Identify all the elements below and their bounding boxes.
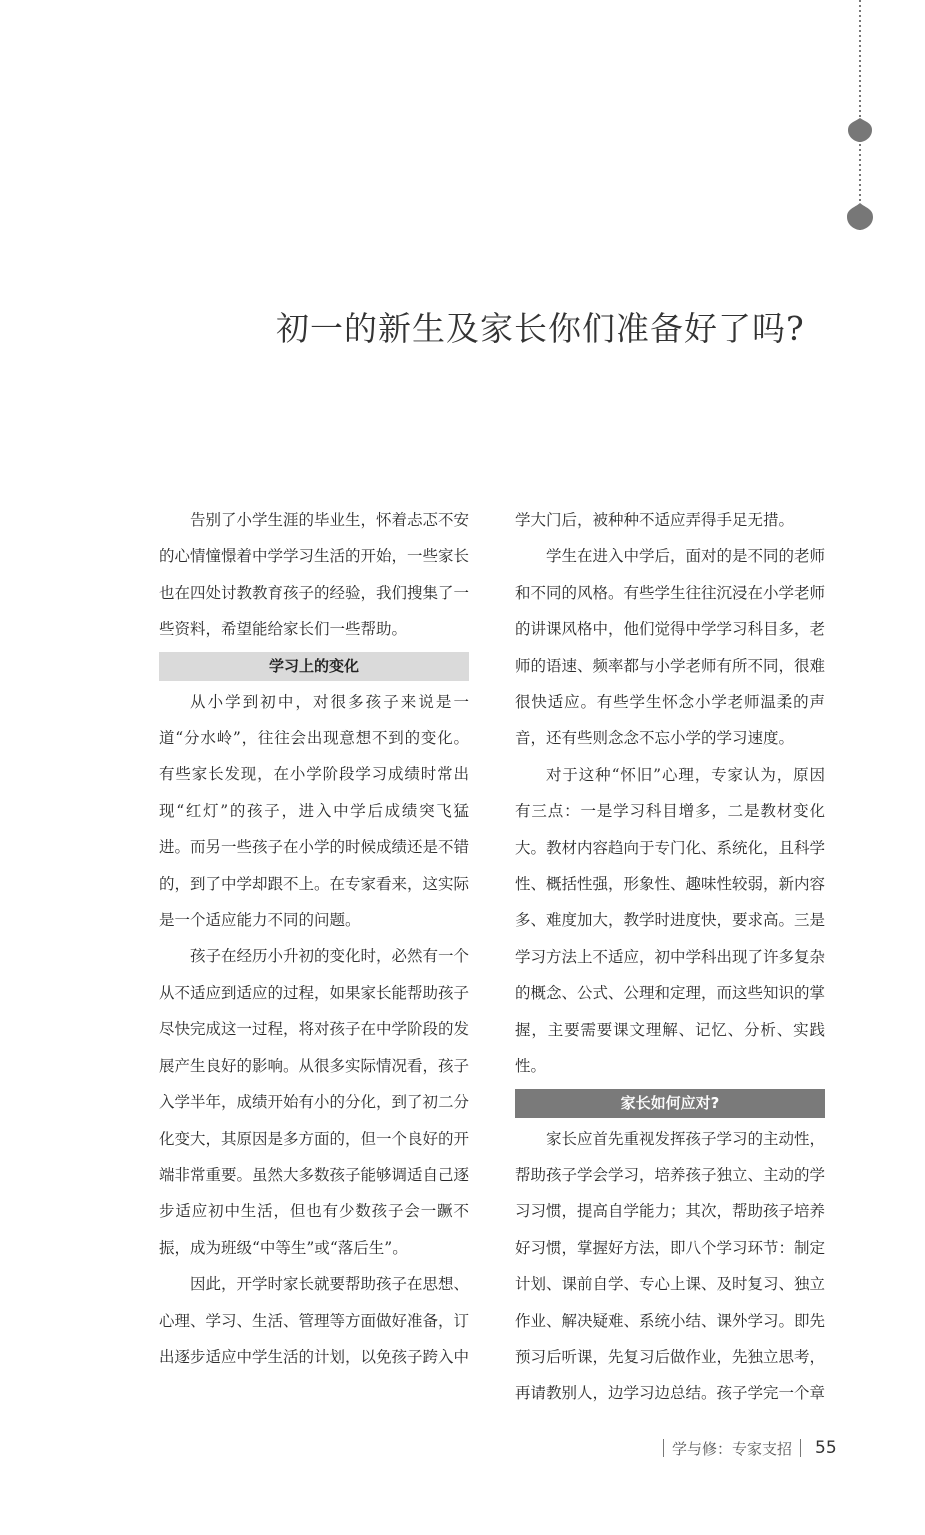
heart-icon bbox=[848, 118, 872, 142]
article-title: 初一的新生及家长你们准备好了吗? bbox=[276, 309, 805, 348]
continued-paragraph: 学大门后，被种种不适应弄得手足无措。 bbox=[515, 511, 795, 529]
paragraph: 孩子在经历小升初的变化时，必然有一个从不适应到适应的过程，如果家长能帮助孩子尽快完成这一过程，将对孩子在中学阶段的发展产生良好的影响。从很多实际情况看，孩子入学半年，成绩开始有小的分化，到了初二分化变大，其原因是多方面的，但一个良好的开端非常重要。虽然大多数孩子能够调适自己逐步适应初中生活，但也有少数孩子会一蹶不振，成为班级“中等生”或“落后生”。 bbox=[159, 947, 470, 1257]
page-footer bbox=[655, 1436, 837, 1460]
decorative-hearts bbox=[846, 0, 874, 240]
paragraph: 从小学到初中，对很多孩子来说是一道“分水岭”，往往会出现意想不到的变化。有些家长发现，在小学阶段学习成绩时常出现“红灯”的孩子，进入中学后成绩突飞猛进。而另一些孩子在小学的时候成绩还是不错的，到了中学却跟不上。在专家看来，这实际是一个适应能力不同的问题。 bbox=[159, 692, 470, 930]
paragraph: 因此，开学时家长就要帮助孩子在思想、心理、学习、生活、管理等方面做好准备，订出逐步适应中学生活的计划，以免孩子跨入中 bbox=[159, 1275, 470, 1366]
intro-paragraph: 告别了小学生涯的毕业生，怀着忐忑不安的心情憧憬着中学学习生活的开始，一些家长也在四处讨教教育孩子的经验，我们搜集了一些资料，希望能给家长们一些帮助。 bbox=[159, 511, 470, 639]
right-column bbox=[515, 502, 825, 1412]
paragraph: 学生在进入中学后，面对的是不同的老师和不同的风格。有些学生往往沉浸在小学老师的讲课风格中，他们觉得中学学习科目多，老师的语速、频率都与小学老师有所不同，很难很快适应。有些学生怀念小学老师温柔的声音，还有些则念念不忘小学的学习速度。 bbox=[515, 547, 826, 748]
paragraph: 家长应首先重视发挥孩子学习的主动性，帮助孩子学会学习，培养孩子独立、主动的学习习惯，提高自学能力；其次，帮助孩子培养好习惯，掌握好方法，即八个学习环节：制定计划、课前自学、专心上课、及时复习、独立作业、解决疑难、系统小结、课外学习。即先预习后听课，先复习后做作业，先独立思考，再请教别人，边学习边总结。孩子学完一个章 bbox=[515, 1129, 826, 1403]
divider bbox=[663, 1439, 664, 1457]
left-column bbox=[159, 502, 469, 1375]
footer-label: 学与修：专家支招 bbox=[672, 1439, 793, 1458]
paragraph: 对于这种“怀旧”心理，专家认为，原因有三点：一是学习科目增多，二是教材变化大。教材内容趋向于专门化、系统化，且科学性、概括性强，形象性、趣味性较弱，新内容多、难度加大，教学时进度快，要求高。三是学习方法上不适应，初中学科出现了许多复杂的概念、公式、公理和定理，而这些知识的掌握，主要需要课文理解、记忆、分析、实践性。 bbox=[515, 765, 826, 1076]
page-number: 55 bbox=[815, 1438, 837, 1458]
section-heading-learning-changes: 学习上的变化 bbox=[159, 652, 469, 681]
divider bbox=[800, 1439, 801, 1457]
heart-icon bbox=[847, 203, 873, 230]
section-heading-parents-response: 家长如何应对? bbox=[515, 1089, 825, 1118]
